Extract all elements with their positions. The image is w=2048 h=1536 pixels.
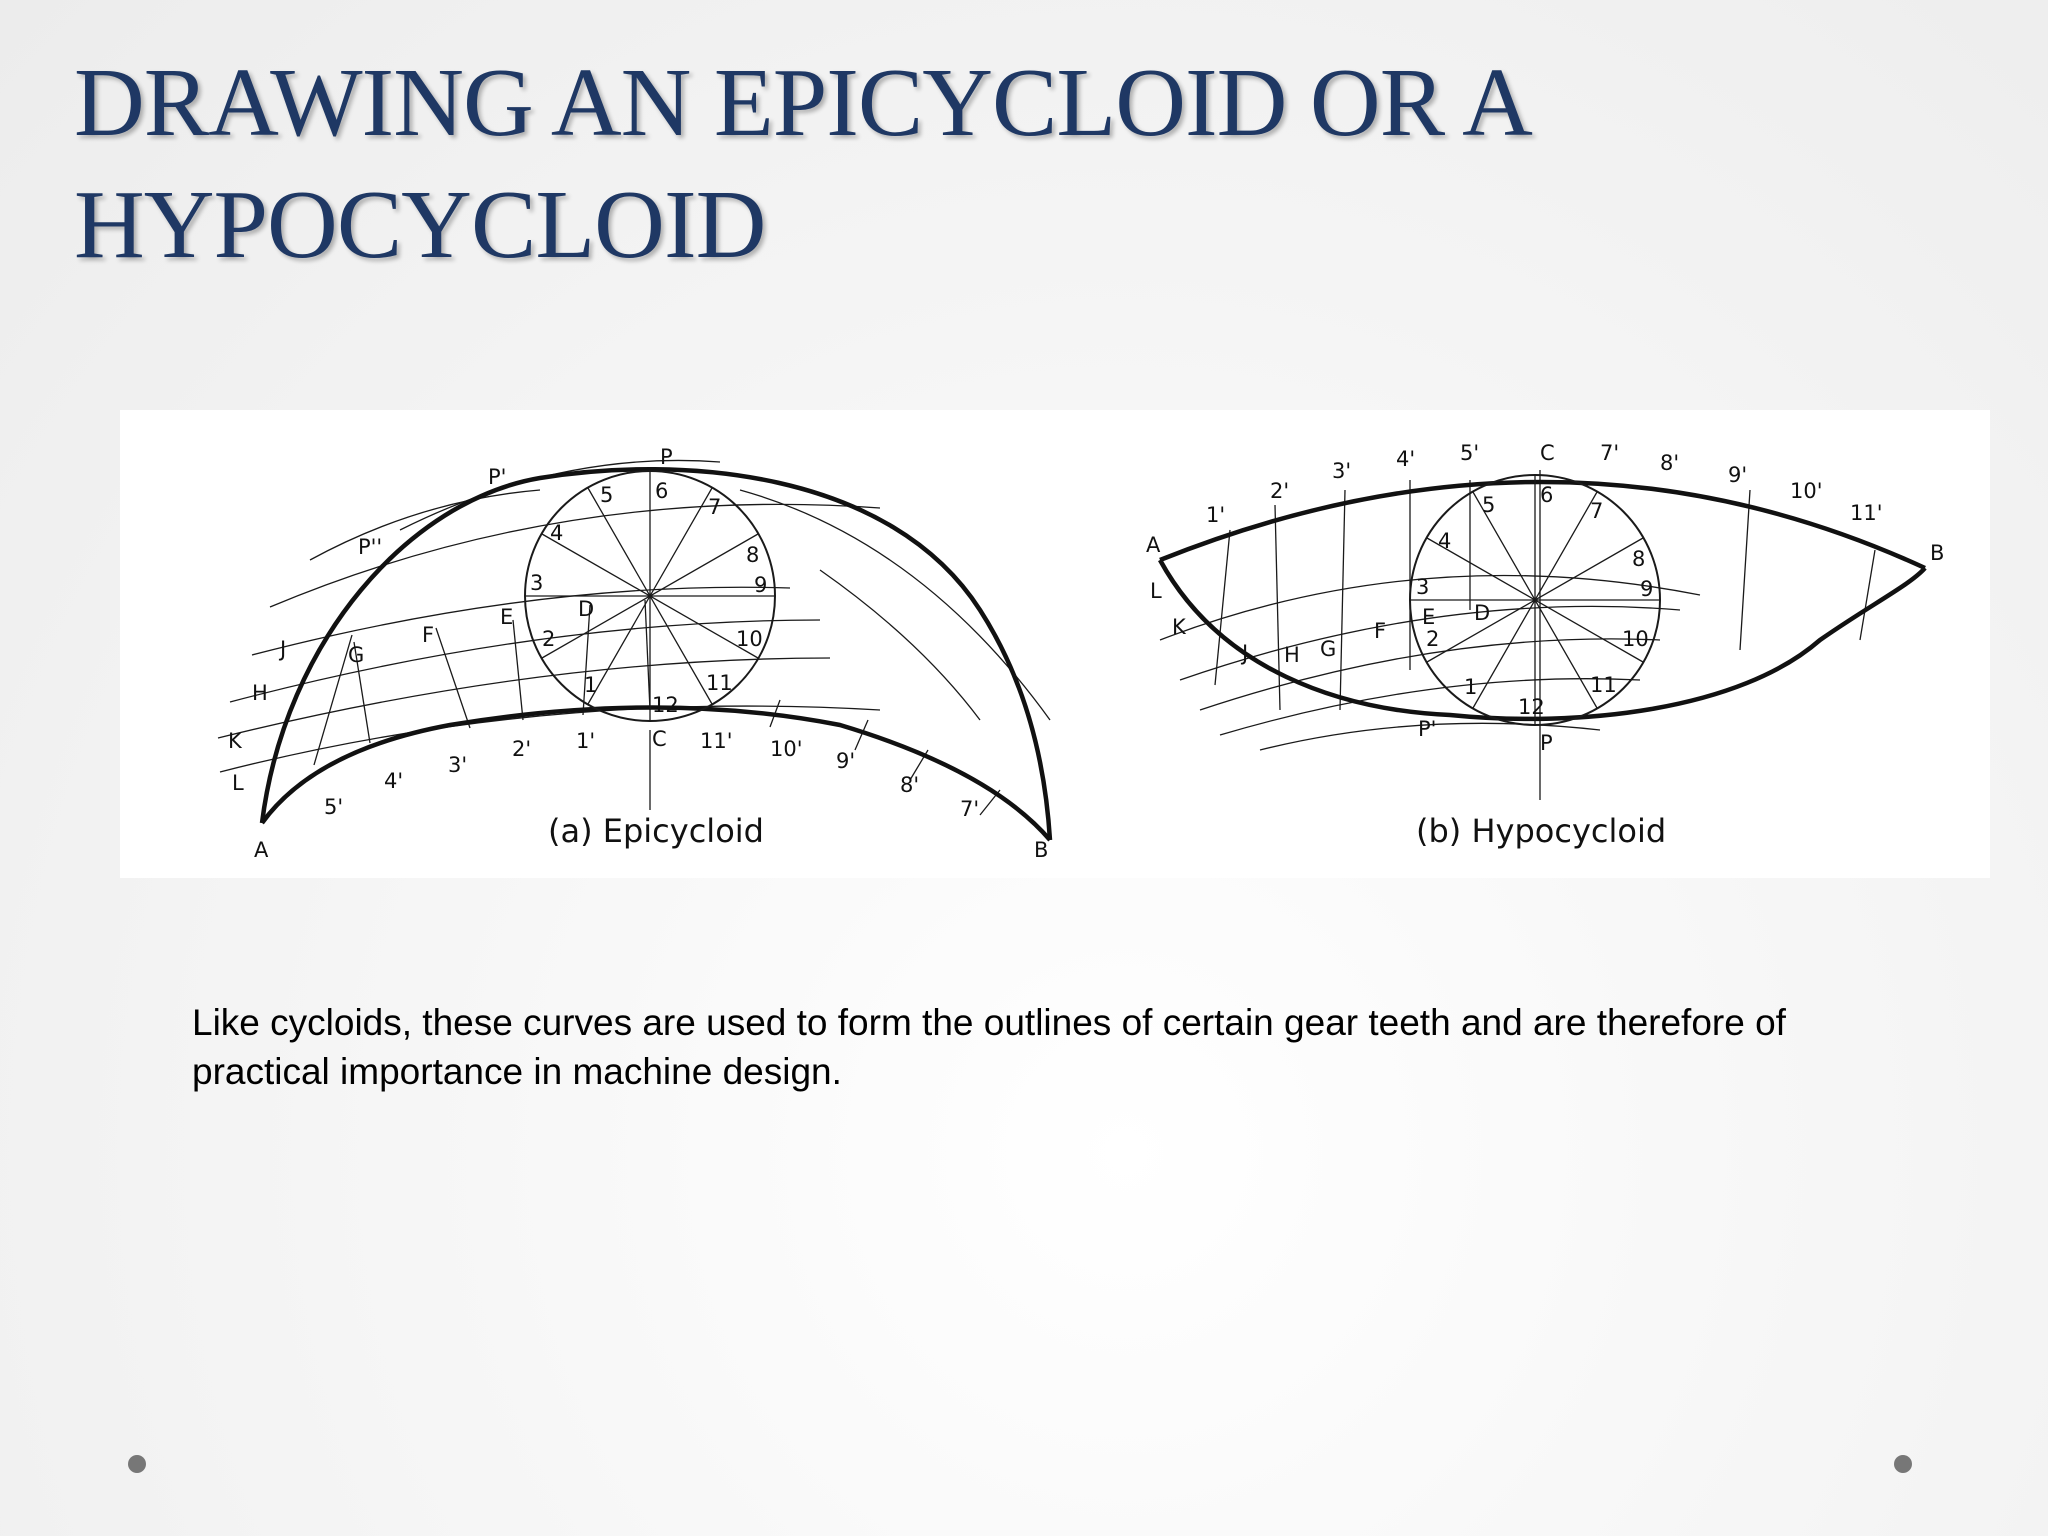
- hypo-num-5: 5: [1482, 493, 1496, 517]
- hypo-mark-3: 3': [1332, 459, 1352, 483]
- epi-mark-8: 8': [900, 773, 920, 797]
- hypo-point-g: G: [1320, 637, 1337, 661]
- epi-num-8: 8: [746, 543, 760, 567]
- hypo-point-a: A: [1146, 533, 1161, 557]
- epi-point-p-double-prime: P'': [358, 535, 383, 559]
- epi-num-5: 5: [600, 483, 614, 507]
- hypo-num-10: 10: [1622, 627, 1649, 651]
- epi-point-b: B: [1034, 838, 1049, 862]
- hypo-mark-8: 8': [1660, 451, 1680, 475]
- epi-num-12: 12: [652, 693, 679, 717]
- epi-mark-11: 11': [700, 729, 733, 753]
- epicycloid-caption: (a) Epicycloid: [548, 812, 764, 850]
- epi-mark-2: 2': [512, 737, 532, 761]
- hypocycloid-caption: (b) Hypocycloid: [1416, 812, 1667, 850]
- epi-point-e: E: [500, 605, 514, 629]
- epi-point-a: A: [254, 838, 269, 862]
- body-text: Like cycloids, these curves are used to form the outlines of certain gear teeth and are therefore of practical importance in machine design.: [192, 1002, 1786, 1092]
- hypo-point-h: H: [1284, 643, 1300, 667]
- epi-point-k: K: [228, 729, 242, 753]
- hypo-mark-1: 1': [1206, 503, 1226, 527]
- epi-num-11: 11: [706, 671, 733, 695]
- epicycloid-figure: [218, 445, 1050, 862]
- epi-point-h: H: [252, 681, 268, 705]
- hypo-point-e: E: [1422, 605, 1436, 629]
- epi-mark-7: 7': [960, 797, 980, 821]
- epi-num-1: 1: [584, 673, 598, 697]
- hypo-num-3: 3: [1416, 575, 1430, 599]
- epi-mark-3: 3': [448, 753, 468, 777]
- epi-num-6: 6: [655, 479, 669, 503]
- epi-mark-10: 10': [770, 737, 803, 761]
- hypo-point-b: B: [1930, 541, 1945, 565]
- hypo-mark-10: 10': [1790, 479, 1823, 503]
- epi-point-l: L: [232, 771, 244, 795]
- hypo-mark-4: 4': [1396, 447, 1416, 471]
- hypo-num-6: 6: [1540, 483, 1554, 507]
- hypo-mark-5: 5': [1460, 441, 1480, 465]
- epicycloid-spokes: [525, 471, 775, 721]
- hypo-mark-9: 9': [1728, 463, 1748, 487]
- slide-title: DRAWING AN EPICYCLOID OR A HYPOCYCLOID: [74, 49, 1527, 279]
- epi-point-p-prime: P': [488, 465, 507, 489]
- epi-num-7: 7: [708, 495, 722, 519]
- figure-panel: [120, 410, 1990, 878]
- hypo-point-d: D: [1474, 601, 1491, 625]
- hypo-num-11: 11: [1590, 673, 1617, 697]
- hypo-mark-2: 2': [1270, 479, 1290, 503]
- epi-num-3: 3: [530, 571, 544, 595]
- epi-point-p: P: [660, 445, 673, 469]
- epi-num-9: 9: [754, 573, 768, 597]
- epi-point-j: J: [280, 637, 287, 661]
- epi-num-2: 2: [542, 627, 556, 651]
- hypo-num-9: 9: [1640, 577, 1654, 601]
- hypo-num-1: 1: [1464, 675, 1478, 699]
- hypo-mark-7: 7': [1600, 441, 1620, 465]
- hypo-point-f: F: [1374, 619, 1387, 643]
- epi-mark-9: 9': [836, 749, 856, 773]
- hypo-num-2: 2: [1426, 627, 1440, 651]
- epi-point-f: F: [422, 623, 435, 647]
- hypo-num-4: 4: [1438, 529, 1452, 553]
- epi-mark-1: 1': [576, 729, 596, 753]
- hypo-point-l: L: [1150, 579, 1162, 603]
- hypocycloid-figure: [1146, 441, 1944, 850]
- hypo-num-7: 7: [1590, 499, 1604, 523]
- hypo-point-p-prime: P': [1418, 717, 1437, 741]
- epi-point-c: C: [652, 727, 667, 751]
- cycloid-figures: [120, 410, 1990, 878]
- hypo-point-j: J: [1242, 641, 1249, 665]
- epi-mark-4: 4': [384, 769, 404, 793]
- epi-point-d: D: [578, 597, 595, 621]
- epi-num-10: 10: [736, 627, 763, 651]
- hypo-point-c: C: [1540, 441, 1555, 465]
- hypo-mark-11: 11': [1850, 501, 1883, 525]
- hypo-point-k: K: [1172, 615, 1186, 639]
- epi-point-g: G: [348, 643, 365, 667]
- hypo-point-p: P: [1540, 731, 1553, 755]
- nav-dot-right: [1894, 1455, 1912, 1473]
- epi-num-4: 4: [550, 521, 564, 545]
- nav-dot-left: [128, 1455, 146, 1473]
- hypo-num-8: 8: [1632, 547, 1646, 571]
- hypo-num-12: 12: [1518, 695, 1545, 719]
- epi-mark-5: 5': [324, 795, 344, 819]
